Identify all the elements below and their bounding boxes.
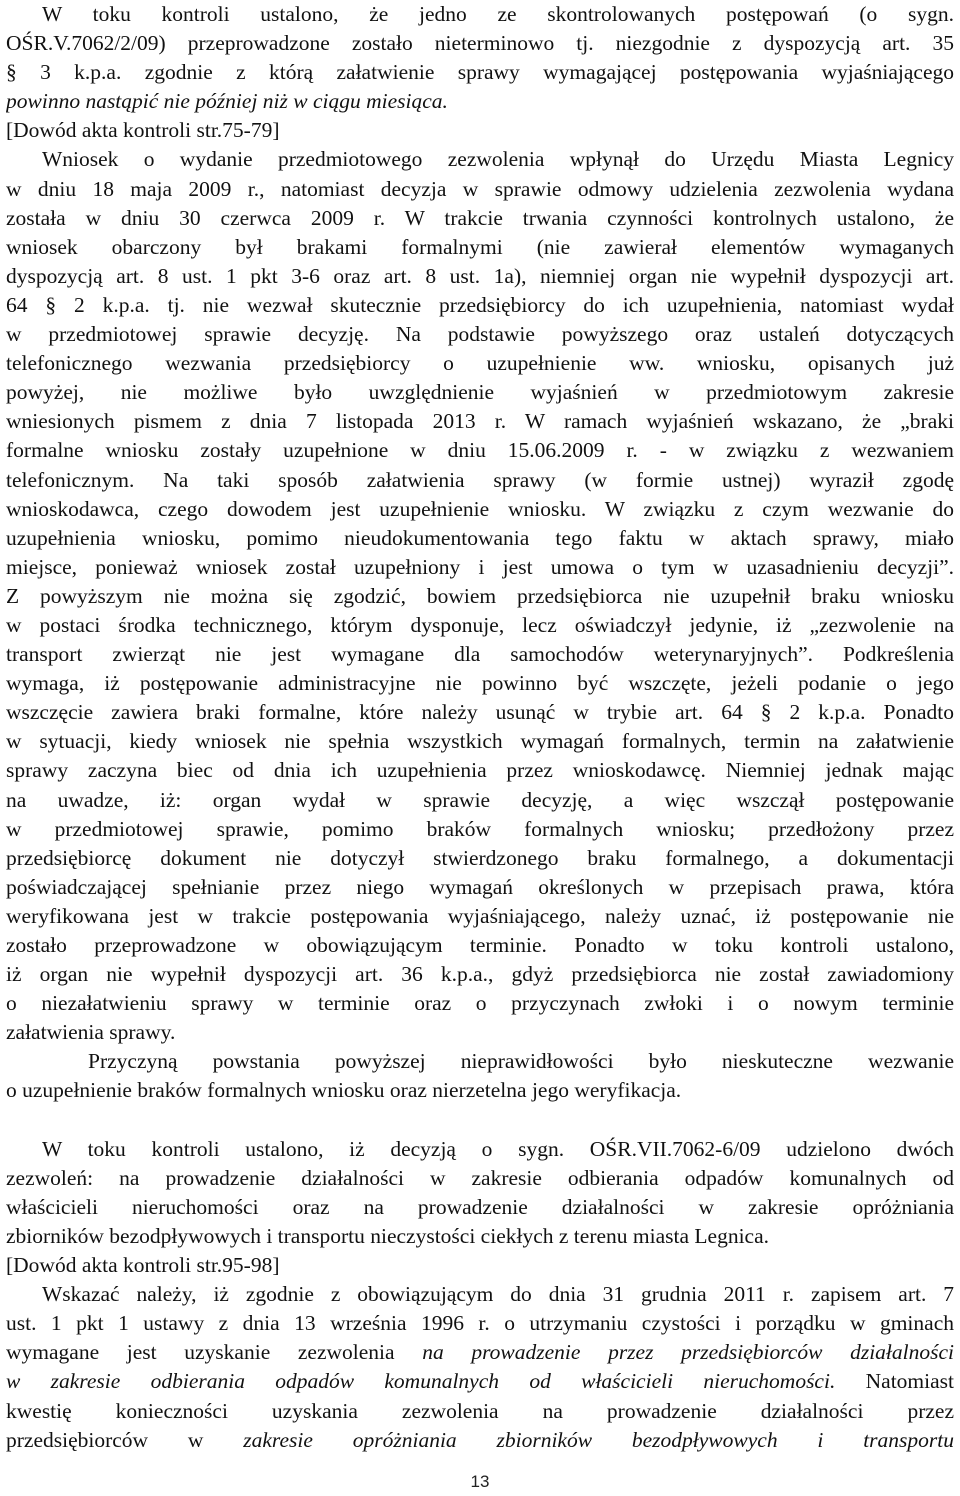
text-line: powinno nastąpić nie później niż w ciągu miesiąca. [6,89,448,114]
evidence-reference: [Dowód akta kontroli str.95-98] [6,1253,280,1278]
text-line: w dniu 18 maja 2009 r., natomiast decyzja w sprawie odmowy udzielenia zezwolenia wydana [6,176,954,201]
italic-text-run: na prowadzenie przez przedsiębiorców działalności [422,1340,954,1365]
text-line: załatwienia sprawy. [6,1020,176,1045]
text-line: zezwoleń: na prowadzenie działalności w zakresie odbierania odpadów komunalnych od [6,1165,954,1190]
text-line: przedsiębiorcę dokument nie dotyczył stwierdzonego braku formalnego, a dokumentacji [6,845,954,870]
text-line: o niezałatwieniu sprawy w terminie oraz o przyczynach zwłoki i o nowym terminie [6,991,954,1016]
text-line: Z powyższym nie można się zgodzić, bowiem przedsiębiorca nie uzupełnił braku wniosku [6,583,954,608]
text-line: o uzupełnienie braków formalnych wniosku oraz nierzetelna jego weryfikacja. [6,1078,682,1103]
text-line: dyspozycją art. 8 ust. 1 pkt 3-6 oraz art. 8 ust. 1a), niemniej organ nie wypełnił dyspozycji art. [6,263,954,288]
text-line: W toku kontroli ustalono, że jedno ze skontrolowanych postępowań (o sygn. [42,2,954,26]
text-line: wymaga, iż postępowanie administracyjne nie powinno być wszczęte, jeżeli podanie o jego [6,671,954,696]
text-line: W toku kontroli ustalono, iż decyzją o sygn. OŚR.VII.7062-6/09 udzielono dwóch [42,1136,954,1161]
text-line: powyżej, nie możliwe było uwzględnienie wyjaśnień w przedmiotowym zakresie [6,380,954,405]
text-line: poświadczającej spełnianie przez niego wymagań określonych w przepisach prawa, która [6,874,954,899]
evidence-reference: [Dowód akta kontroli str.75-79] [6,118,280,143]
text-line: 64 § 2 k.p.a. tj. nie wezwał skutecznie przedsiębiorcy do ich uzupełnienia, natomiast wydał [6,292,954,317]
text-line: właścicieli nieruchomości oraz na prowadzenie działalności w zakresie opróżniania [6,1194,954,1219]
document-page [6,0,954,1455]
text-line: iż organ nie wypełnił dyspozycji art. 36 k.p.a., gdyż przedsiębiorca nie został zawiadomiony [6,962,954,987]
text-run: wymagane jest uzyskanie zezwolenia [6,1340,423,1365]
text-line: w przedmiotowej sprawie decyzję. Na podstawie powyższego oraz ustaleń dotyczących [6,322,954,347]
text-line: miejsce, ponieważ wniosek został uzupełniony i jest umowa o tym w uzasadnieniu decyzji”. [6,554,954,579]
text-line: kwestię konieczności uzyskania zezwolenia na prowadzenie działalności przez [6,1398,954,1423]
text-line: formalne wniosku zostały uzupełnione w dniu 15.06.2009 r. - w związku z wezwaniem [6,438,954,463]
text-line: telefonicznym. Na taki sposób załatwienia sprawy (w formie ustnej) wyraził zgodę [6,467,954,492]
text-line: ust. 1 pkt 1 ustawy z dnia 13 września 1996 r. o utrzymaniu czystości i porządku w gminach [6,1311,954,1336]
paragraph-3 [6,1135,954,1280]
text-line: w przedmiotowej sprawie, pomimo braków formalnych wniosku; przedłożony przez [6,816,954,841]
text-line: OŚR.V.7062/2/09) przeprowadzone zostało nieterminowo tj. niezgodnie z dyspozycją art. 35 [6,31,954,56]
text-line: została w dniu 30 czerwca 2009 r. W trakcie trwania czynności kontrolnych ustalono, że [6,205,954,230]
text-line: zostało przeprowadzone w obowiązującym terminie. Ponadto w toku kontroli ustalono, [6,933,954,957]
page-number: 13 [470,1472,490,1491]
paragraph-4 [6,1280,954,1455]
text-line: w sytuacji, kiedy wniosek nie spełnia wszystkich wymagań formalnych, termin na załatwienie [6,729,954,754]
text-line [6,1367,954,1396]
text-line: Wniosek o wydanie przedmiotowego zezwolenia wpłynął do Urzędu Miasta Legnicy [42,147,954,172]
text-line: wniosek obarczony był brakami formalnymi (nie zawierał elementów wymaganych [6,234,954,259]
text-line: zbiorników bezodpływowych i transportu nieczystości ciekłych z terenu miasta Legnica. [6,1223,769,1248]
text-line: na uwadze, iż: organ wydał w sprawie decyzję, a więc wszczął postępowanie [6,787,954,812]
paragraph-gap [6,1106,954,1135]
text-line: telefonicznego wezwania przedsiębiorcy o uzupełnienie ww. wniosku, opisanych już [6,351,954,376]
text-line: wniesionych pismem z dnia 7 listopada 2013 r. W ramach wyjaśnień wskazano, że „braki [6,409,954,434]
italic-text-run: w zakresie odbierania odpadów komunalnych od właścicieli nieruchomości. [6,1369,836,1394]
text-run: przedsiębiorców w [6,1427,244,1452]
text-line: Przyczyną powstania powyższej nieprawidłowości było nieskuteczne wezwanie [88,1049,954,1074]
text-line: wszczęcie zawiera braki formalne, które należy usunąć w trybie art. 64 § 2 k.p.a. Ponadto [6,700,954,725]
text-line: Wskazać należy, iż zgodnie z obowiązującym do dnia 31 grudnia 2011 r. zapisem art. 7 [42,1282,954,1307]
text-line: transport zwierząt nie jest wymagane dla samochodów weterynaryjnych”. Podkreślenia [6,642,954,667]
text-line: w postaci środka technicznego, którym dysponuje, lecz oświadczył jedynie, iż „zezwolenie na [6,612,954,637]
italic-text-run: zakresie opróżniania zbiorników bezodpływowych i transportu [243,1427,954,1452]
text-line [6,1426,954,1455]
text-line: uzupełnienia wniosku, pomimo nieudokumentowania tego faktu w aktach sprawy, miało [6,525,954,550]
text-line: wnioskodawca, czego dowodem jest uzupełnienie wniosku. W związku z czym wezwanie do [6,496,954,521]
text-line: § 3 k.p.a. zgodnie z którą załatwienie sprawy wymagającej postępowania wyjaśniającego [6,60,954,85]
text-line: weryfikowana jest w trakcie postępowania wyjaśniającego, należy uznać, iż postępowanie nie [6,903,954,928]
text-line: sprawy zaczyna biec od dnia ich uzupełnienia przez wnioskodawcę. Niemniej jednak mając [6,758,954,783]
text-run: Natomiast [835,1369,954,1394]
paragraph-1 [6,0,954,1047]
text-line [6,1338,954,1367]
paragraph-2 [6,1047,954,1105]
